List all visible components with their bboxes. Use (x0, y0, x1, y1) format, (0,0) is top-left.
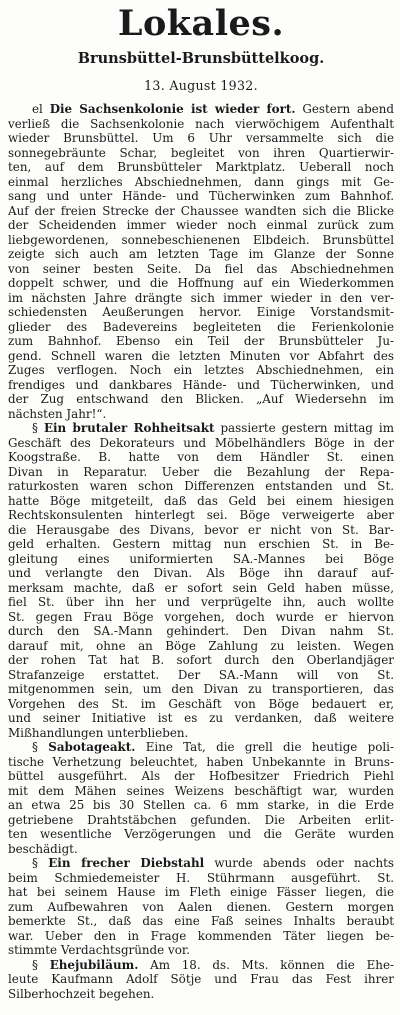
text-line (8, 697, 394, 712)
text-line (8, 711, 394, 726)
text-line (8, 334, 394, 349)
text-run: leute Kaufmann Adolf Sötje und Frau das Fest ihrer (8, 972, 394, 986)
text-run: mitgenommen sein, um den Divan zu transportieren, das (8, 682, 394, 696)
section-title: Lokales. (117, 3, 285, 44)
text-run: Silberhochzeit begehen. (8, 986, 155, 1001)
text-line (8, 972, 394, 987)
text-line (8, 537, 394, 552)
text-line (8, 233, 394, 248)
text-run: Am 18. ds. Mts. können die Ehe- (138, 957, 394, 972)
text-run: tische Verhetzung beleuchtet, haben Unbekannte in Bruns- (8, 754, 394, 769)
text-run: getriebene Drahtstäbchen gefunden. Die Arbeiten erlit- (8, 812, 394, 827)
text-run: hat bei seinem Hause im Fleth einige Fässer liegen, die (8, 885, 394, 899)
text-line (8, 421, 394, 436)
text-line (8, 392, 394, 407)
text-line (8, 856, 394, 871)
text-line (8, 958, 394, 973)
text-run: gend. Schnell waren die letzten Minuten vor Abfahrt des (8, 348, 394, 363)
text-run: Zuges verflogen. Noch ein letztes Abschiednehmen, ein (8, 363, 394, 377)
text-line (8, 885, 394, 900)
text-run: zum Aufbewahren von Aalen dienen. Gestern morgen (8, 899, 394, 914)
text-line (8, 668, 394, 683)
text-run: zeigte sich auch am letzten Tage im Glanze der Sonne (8, 247, 394, 261)
text-line (8, 247, 394, 262)
text-run: § (32, 856, 49, 870)
text-run: der rohen Tat hat B. sofort durch den Oberlandjäger (8, 653, 394, 667)
text-run: durch den SA.-Mann gehindert. Den Divan nahm St. (8, 624, 394, 638)
text-run: und seiner Initiative ist es zu verdanken, daß weitere (8, 711, 394, 725)
text-run: ten wesentliche Verzögerungen und die Geräte wurden (8, 827, 394, 841)
text-line (8, 204, 394, 219)
text-run: nächsten Jahr!“. (8, 406, 107, 421)
text-line (8, 784, 394, 799)
text-line (8, 189, 394, 204)
text-run: wieder Brunsbüttel. Um 6 Uhr versammelte sich die (8, 131, 394, 145)
text-run: an etwa 25 bis 30 Stellen ca. 6 mm starke, in die Erde (8, 798, 394, 812)
text-run: im nächsten Jahre drängte sich immer wieder in den ver- (8, 290, 394, 305)
text-line (8, 218, 394, 233)
text-line (8, 465, 394, 480)
text-line (8, 900, 394, 915)
text-line (8, 624, 394, 639)
text-line (8, 117, 394, 132)
text-line (8, 349, 394, 364)
text-line (8, 798, 394, 813)
text-run: Strafanzeige erstattet. Der SA.-Mann will von St. (8, 667, 394, 682)
text-run: doppelt schwer, und die Hoffnung auf ein Wiederkommen (8, 276, 394, 290)
text-run: zum Bahnhof. Ebenso ein Teil der Brunsbütteler Ju- (8, 334, 394, 348)
article-paragraph (8, 856, 394, 958)
text-line (8, 363, 394, 378)
text-line (8, 146, 394, 161)
text-run: verließ die Sachsenkolonie nach vierwöchigem Aufenthalt (8, 116, 394, 131)
text-line (8, 842, 394, 857)
text-line (8, 407, 394, 422)
article-paragraph (8, 102, 394, 421)
dateline: 13. August 1932. (144, 78, 258, 93)
text-run: glieder des Badevereins begleiteten die Ferienkolonie (8, 319, 394, 334)
text-run: Koogstraße. B. hatte von dem Händler St. einen (8, 450, 394, 464)
text-run: büttel ausgeführt. Als der Hofbesitzer Friedrich Piehl (8, 769, 394, 783)
text-line (8, 943, 394, 958)
text-line (8, 479, 394, 494)
text-run: bemerkte St., daß das eine Faß seines Inhalts beraubt (8, 914, 394, 928)
text-run: Rechtskonsulenten hinterlegt sei. Böge verweigerte aber (8, 508, 394, 522)
text-line (8, 102, 394, 117)
text-line (8, 827, 394, 842)
text-line (8, 639, 394, 654)
text-line (8, 653, 394, 668)
text-run: beim Schmiedemeister H. Stührmann ausgeführt. St. (8, 870, 394, 885)
article-headline: Die Sachsenkolonie ist wieder fort. (49, 102, 296, 116)
text-run: wurde abends oder nachts (204, 856, 394, 870)
text-line (8, 726, 394, 741)
text-run: der Zug entschwand den Blicken. „Auf Wiedersehn im (8, 392, 394, 406)
text-line (8, 276, 394, 291)
text-line (8, 450, 394, 465)
text-line (8, 987, 394, 1002)
text-run: raturkosten waren schon Differenzen entstanden und St. (8, 479, 394, 493)
article-list (8, 102, 394, 1001)
text-run: stimmte Verdachtsgründe vor. (8, 943, 191, 957)
text-run: gleitung eines uniformierten SA.-Mannes bei Böge (8, 551, 394, 566)
text-run: § (32, 957, 50, 972)
text-line (8, 755, 394, 770)
article-paragraph (8, 421, 394, 740)
article-headline: Ein frecher Diebstahl (48, 856, 205, 870)
text-line (8, 740, 394, 755)
text-run: Mißhandlungen unterblieben. (8, 725, 189, 740)
text-line (8, 682, 394, 697)
text-run: mit dem Mähen seines Weizens beschäftigt war, wurden (8, 783, 394, 798)
text-run: merksam machte, daß er sofort sein Geld haben müsse, (8, 580, 394, 595)
text-run: von seiner besten Seite. Da fiel das Abschiednehmen (8, 261, 394, 276)
text-run: sonnegebräunte Schar, begleitet von ihren Quartierwir- (8, 145, 394, 160)
text-run: frendiges und dankbares Hände- und Tücherwinken, und (8, 377, 394, 392)
text-run: der Scheidenden immer wieder noch einmal zurück zum (8, 218, 394, 232)
text-line (8, 929, 394, 944)
text-run: § (32, 740, 49, 754)
text-line (8, 871, 394, 886)
text-run: die Herausgabe des Divans, bevor er nicht von St. Bar- (8, 522, 394, 537)
text-run: Gestern abend (295, 102, 394, 116)
text-run: beschädigt. (8, 841, 78, 856)
text-run: einmal herzliches Abschiednehmen, dann gings mit Ge- (8, 174, 394, 189)
text-line (8, 175, 394, 190)
text-run: schiedensten Aeußerungen hervor. Einige Vorstandsmit- (8, 305, 394, 319)
text-line (8, 320, 394, 335)
text-run: fiel St. über ihn her und verprügelte ihn, auch wollte (8, 595, 394, 609)
text-run: St. gegen Frau Böge vorgehen, doch wurde er hiervon (8, 609, 394, 624)
article-paragraph (8, 958, 394, 1002)
location-heading: Brunsbüttel-Brunsbüttelkoog. (77, 50, 325, 67)
text-line (8, 769, 394, 784)
text-run: sang und unter Hände- und Tücherwinken zum Bahnhof. (8, 189, 394, 203)
text-line (8, 436, 394, 451)
text-run: § (32, 421, 44, 435)
text-run: Geschäft des Dekorateurs und Möbelhändlers Böge in der (8, 435, 394, 450)
text-line (8, 523, 394, 538)
text-line (8, 131, 394, 146)
text-run: Auf der freien Strecke der Chaussee wandten sich die Blicke (8, 203, 394, 218)
text-line (8, 305, 394, 320)
text-run: ten, auf dem Brunsbütteler Marktplatz. Ueberall noch (8, 160, 394, 174)
text-line (8, 566, 394, 581)
article-headline: Sabotageakt. (48, 740, 136, 754)
article-headline: Ein brutaler Rohheitsakt (43, 421, 215, 435)
text-line (8, 595, 394, 610)
text-line (8, 552, 394, 567)
text-run: liebgewordenen, sonnebeschienenen Elbdeich. Brunsbüttel (8, 232, 394, 247)
article-headline: Ehejubiläum. (49, 957, 139, 972)
text-line (8, 610, 394, 625)
text-line (8, 581, 394, 596)
text-line (8, 813, 394, 828)
text-line (8, 494, 394, 509)
text-line (8, 914, 394, 929)
text-line (8, 508, 394, 523)
text-line (8, 378, 394, 393)
text-run: Divan in Reparatur. Ueber die Bezahlung der Repa- (8, 464, 394, 479)
text-run: hatte Böge mitgeteilt, daß das Geld bei einem hiesigen (8, 493, 394, 508)
text-run: Vorgehen des St. im Geschäft von Böge bedauert er, (8, 696, 394, 711)
text-run: geld erhalten. Gestern mittag nun erschien St. in Be- (8, 537, 394, 551)
article-paragraph (8, 740, 394, 856)
text-run: und verlangte den Divan. Als Böge ihn darauf auf- (8, 566, 394, 580)
text-run: passierte gestern mittag im (214, 421, 394, 435)
text-line (8, 160, 394, 175)
text-run: darauf mit, ohne an Böge Zahlung zu leisten. Wegen (8, 638, 394, 653)
text-run: war. Ueber den in Frage kommenden Täter liegen be- (8, 928, 394, 943)
text-run: el (32, 102, 50, 116)
text-run: Eine Tat, die grell die heutige poli- (135, 740, 394, 754)
text-line (8, 291, 394, 306)
text-line (8, 262, 394, 277)
